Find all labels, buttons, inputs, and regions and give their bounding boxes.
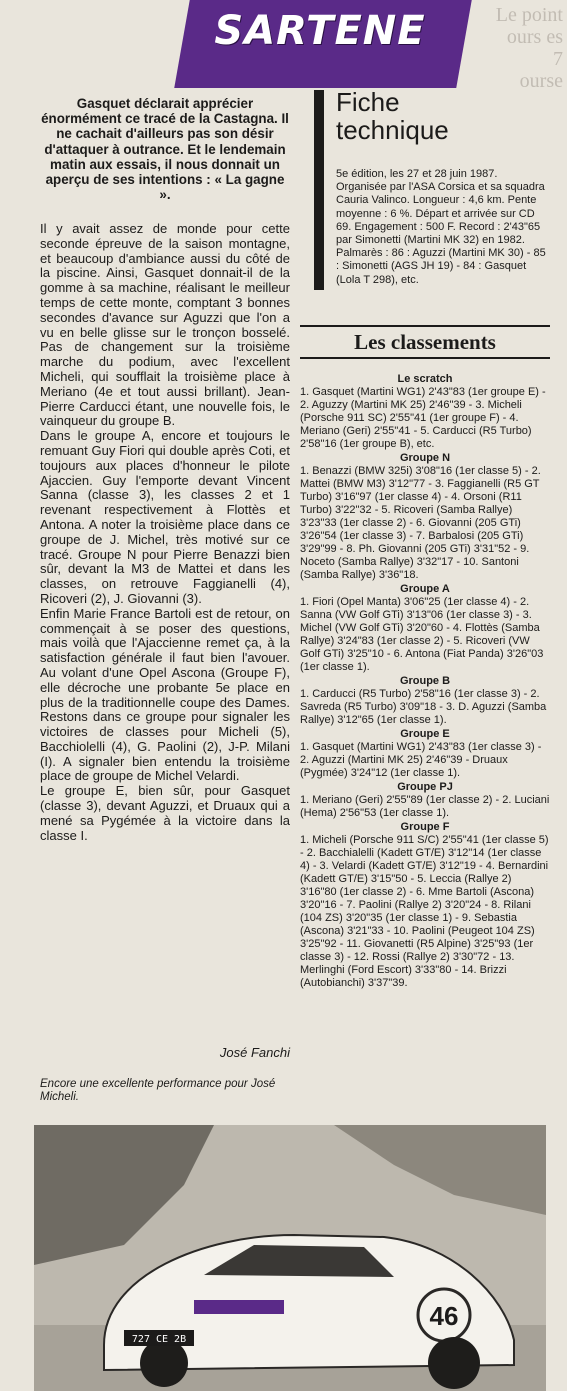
article-paragraph: Le groupe E, bien sûr, pour Gasquet (classe 3), devant Aguzzi, et Druaux qui a mené sa Pygémée à la victoire dans la classe I. [40,783,290,843]
fiche-title-line2: technique [336,115,449,145]
article-lead: Gasquet déclarait apprécier énormément ce tracé de la Castagna. Il ne cachait d'ailleurs pas son désir d'attaquer à outrance. Et le lendemain matin aux essais, il nous donnait un aperçu de ses intentions : « La gagne ». [41,96,289,203]
page-title: SARTENE [214,8,426,54]
group-results: 1. Fiori (Opel Manta) 3'06"25 (1er classe 4) - 2. Sanna (VW Golf GTi) 3'13"06 (1er classe 3) - 3. Michel (VW Golf GTi) 3'20"60 - 4. Flottès (Samba Rallye) 3'24"83 (1er classe 2) - 5. Ricoveri (VW Golf GTi) 3'25"10 - 6. Antona (Fiat Panda) 3'26"03 (1er classe 1). [300,596,544,673]
results-list [300,372,550,990]
group-results: 1. Benazzi (BMW 325i) 3'08"16 (1er classe 5) - 2. Mattei (BMW M3) 3'12"77 - 3. Faggianelli (R5 GT Turbo) 3'16"97 (1er classe 4) - 4. Orsoni (R11 Turbo) 3'22"32 - 5. Ricoveri (Samba Rallye) 3'23"33 (1er classe 2) - 6. Giovanni (205 GTi) 3'26"54 (1er classe 3) - 7. Barbalosi (205 GTi) 3'29"99 - 8. Ph. Giovanni (205 GTi) 3'31"52 - 9. Noceto (Samba Rallye) 3'32"17 - 10. Santoni (Samba Rallye) 3'36"18. [300,465,541,581]
article-paragraph: Enfin Marie France Bartoli est de retour, on commençait à se poser des questions, mais voilà que l'Ajaccienne remet ça, à la satisfaction générale il faut bien l'avouer. Au volant d'une Opel Ascona (Groupe F), elle décroche une probante 5e place en plus de la traditionnelle coupe des Dames. Restons dans ce groupe pour signaler les victoires de classes pour Micheli (5), Bacchiolelli (4), G. Paolini (2), J-P. Milani (I). A signaler bien entendu la troisième place de groupe de Michel Velardi. [40,605,290,784]
fiche-title [336,88,536,144]
race-car-photo [34,1125,546,1391]
group-results: 1. Carducci (R5 Turbo) 2'58"16 (1er classe 3) - 2. Savreda (R5 Turbo) 3'09"18 - 3. D. Aguzzi (Samba Rallye) 3'12"65 (1er classe 1). [300,688,547,726]
rear-wheel [428,1337,480,1389]
adjacent-page-fragment [493,4,563,92]
fiche-body: 5e édition, les 27 et 28 juin 1987. Organisée par l'ASA Corsica et sa squadra Cauria Valinco. Longueur : 4,6 km. Pente moyenne : 6 %. Départ et arrivée sur CD 69. Engagement : 500 F. Record : 2'43"65 par Simonetti (Martini MK 32) en 1982. Palmarès : 86 : Aguzzi (Martini MK 30) - 85 : Simonetti (AGS JH 19) - 84 : Gasquet (Lola T 298), etc. [336,168,546,286]
group-heading: Groupe PJ [397,781,453,793]
race-number: 46 [429,1301,459,1331]
group-results: 1. Micheli (Porsche 911 S/C) 2'55"41 (1er classe 5) - 2. Bacchialelli (Kadett GT/E) 3'12"14 (1er classe 4) - 3. Velardi (Kadett GT/E) 3'12"19 - 4. Bernardini (Kadett GT/E) 3'15"50 - 5. Leccia (Rallye 2) 3'16"80 (1er classe 2) - 6. Mme Bartoli (Ascona) 3'20"16 - 7. Paolini (Rallye 2) 3'20"24 - 8. Rilani (104 ZS) 3'20"35 (1er classe 1) - 9. Sebastia (Ascona) 3'21"33 - 10. Paolini (Peugeot 104 ZS) 3'25"92 - 11. Giovanetti (R5 Alpine) 3'25"93 (1er classe 3) - 12. Rossi (Rallye 2) 3'30"72 - 13. Merlinghi (Ford Escort) 3'33"80 - 14. Brizzi (Autobianchi) 3'37"39. [300,834,549,989]
race-car-illustration [34,1125,546,1391]
edge-fragment-1: Le point [495,4,563,26]
fiche-accent-bar [314,90,324,290]
group-heading: Groupe A [400,583,450,595]
front-wheel [140,1339,188,1387]
group-heading: Groupe F [400,821,450,833]
article-body [40,222,290,843]
article-paragraph: Il y avait assez de monde pour cette seconde épreuve de la saison montagne, et beaucoup d'ambiance aussi du côté de la piscine. Ainsi, Gasquet donnait-il de la gomme à sa machine, réalisant le meilleur temps de cette monte, comptant 3 bonnes secondes d'avance sur Aguzzi que l'on a vu en belle glisse sur le tronçon bosselé. Pas de changement sur la troisième marche du podium, avec l'excellent Micheli, qui soufflait la troisième place à Meriano (4e et tout aussi brillant). Jean-Pierre Carducci étant, une nouvelle fois, le vainqueur du groupe B. [40,221,290,429]
group-heading: Groupe E [400,728,450,740]
group-results: 1. Gasquet (Martini WG1) 2'43"83 (1er classe 3) - 2. Aguzzi (Martini MK 25) 2'46"39 - Druaux (Pygmée) 3'24"12 (1er classe 1). [300,741,542,779]
fiche-title-line1: Fiche [336,87,400,117]
group-heading: Groupe N [399,452,451,464]
car-decal [194,1300,284,1314]
group-heading: Groupe B [399,675,451,687]
classements-header [300,325,550,359]
license-plate-text: 727 CE 2B [131,1334,187,1345]
edge-fragment-3: ourse [519,70,563,92]
classements-title: Les classements [354,329,496,354]
article-paragraph: Dans le groupe A, encore et toujours le remuant Guy Fiori qui double après Coti, et toujours aux places d'honneur le pilote Ajaccien. Guy l'emporte devant Vincent Sanna (classe 3), les classes 2 et 1 revenant respectivement à Flottès et Antona. A noter la troisième place dans ce groupe de J. Michel, très motivé sur ce tracé. Groupe N pour Pierre Benazzi bien sûr, devant la M3 de Mattei et dans les classes, on retrouve Faggianelli (4), Ricoveri (2), J. Giovanni (3). [40,428,290,606]
group-results: 1. Meriano (Geri) 2'55"89 (1er classe 2) - 2. Luciani (Hema) 2'56"53 (1er classe 1). [300,794,550,819]
photo-caption: Encore une excellente performance pour José Micheli. [40,1078,276,1103]
group-heading: Le scratch [397,373,453,385]
edge-fragment-2: ours es 7 [506,26,563,70]
author-signature: José Fanchi [219,1045,290,1060]
group-results: 1. Gasquet (Martini WG1) 2'43"83 (1er groupe E) - 2. Aguzzy (Martini MK 25) 2'46"39 - 3. Micheli (Porsche 911 SC) 2'55"41 (1er groupe F) - 4. Meriano (Geri) 2'55"41 - 5. Carducci (R5 Turbo) 2'58"16 (1er groupe B), etc. [300,386,546,450]
